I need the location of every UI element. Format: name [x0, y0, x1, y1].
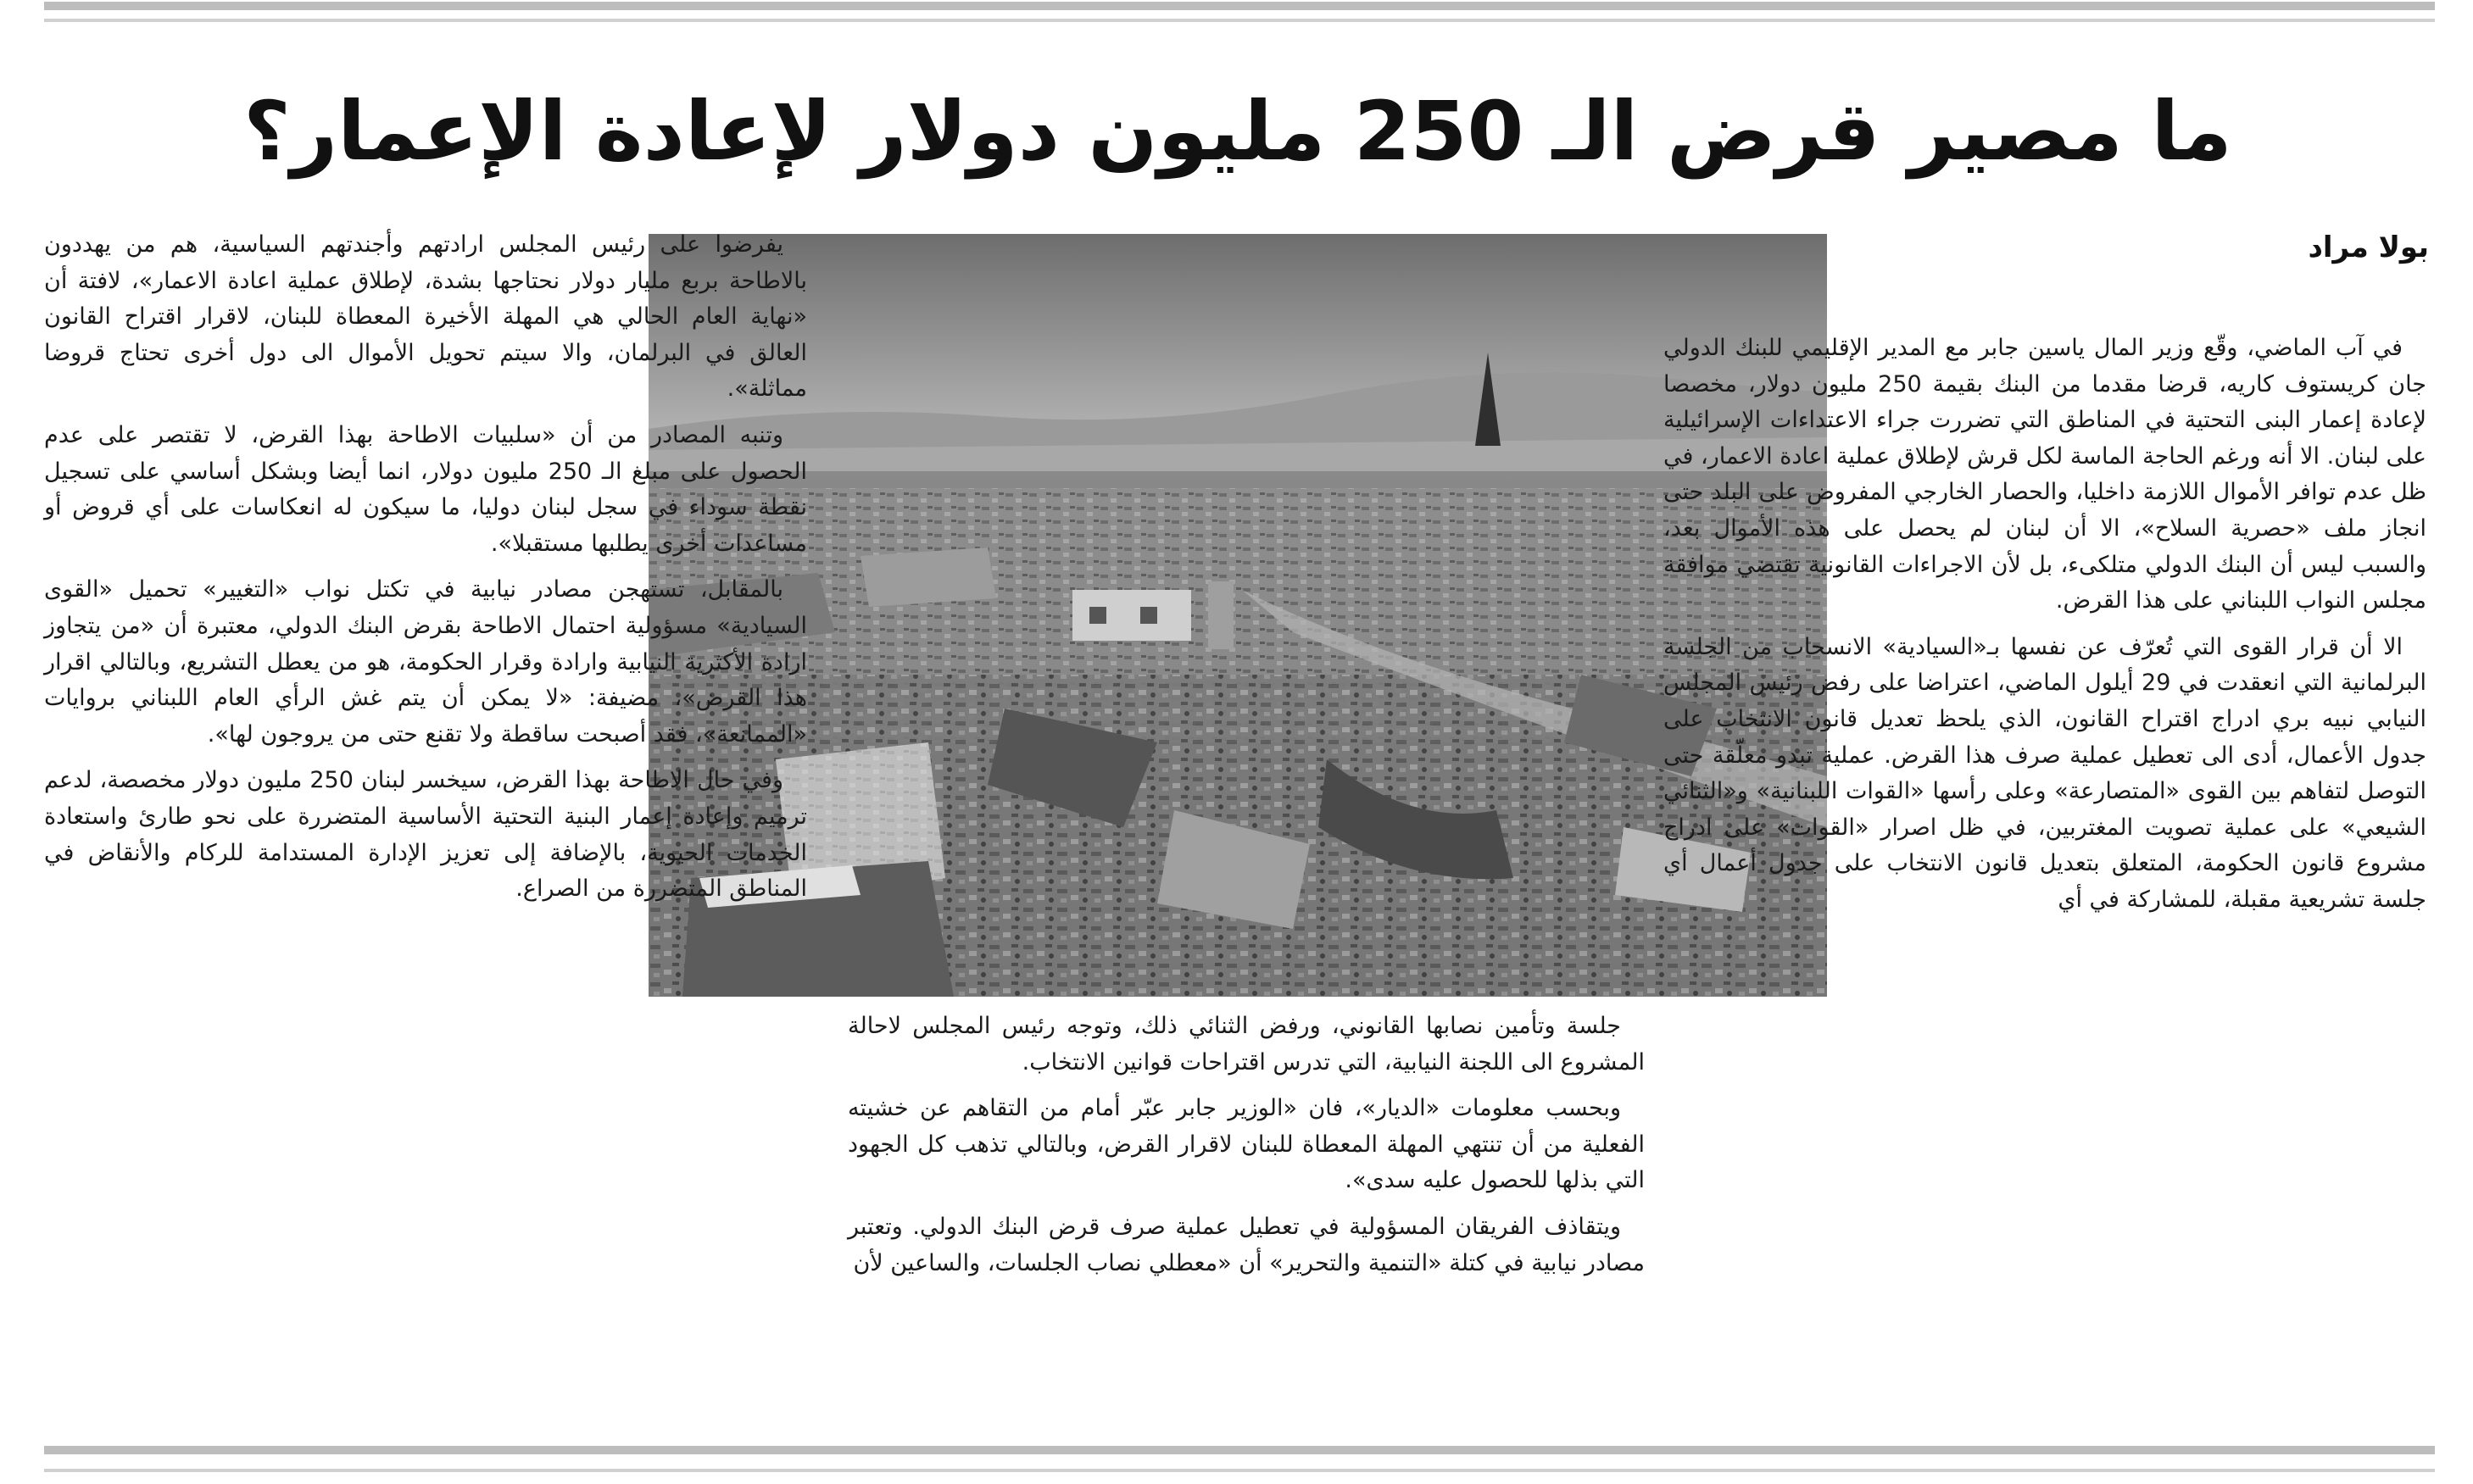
paragraph: وفي حال الاطاحة بهذا القرض، سيخسر لبنان 250 مليون دولار مخصصة، لدعم ترميم وإعادة إعمار البنية التحتية الأساسية المتضررة على نحو طارئ واستعادة الخدمات الحيوية، بالإضافة إلى تعزيز الإدارة المستدامة للركام والأنقاض في المناطق المتضررة من الصراع.	[44, 767, 807, 903]
column-left	[44, 227, 807, 918]
paragraph: يفرضوا على رئيس المجلس ارادتهم وأجندتهم السياسية، هم من يهددون بالاطاحة بربع مليار دولار نحتاجها بشدة، لإطلاق عملية اعادة الاعمار»، لافتة أن «نهاية العام الحالي هي المهلة الأخيرة المعطاة للبنان، لاقرار اقتراح القانون العالق في البرلمان، والا سيتم تحويل الأموال الى دول أخرى تحتاج قروضا مماثلة».	[44, 231, 807, 403]
headline: ما مصير قرض الـ 250 مليون دولار لإعادة الإعمار؟	[243, 84, 2232, 179]
paragraph: الا أن قرار القوى التي تُعرّف عن نفسها بـ«السيادية» الانسحاب من الجلسة البرلمانية التي انعقدت في 29 أيلول الماضي، اعتراضا على رفض رئيس المجلس النيابي نبيه بري ادراج اقتراح القانون، الذي يلحظ تعديل قانون الانتخاب على جدول الأعمال، أدى الى تعطيل عملية صرف هذا القرض. عملية تبدو معلّقة حتى التوصل لتفاهم بين القوى «المتصارعة» وعلى رأسها «القوات اللبنانية» و«الثنائي الشيعي» على عملية تصويت المغتربين، في ظل اصرار «القوات» على ادراج مشروع قانون الحكومة، المتعلق بتعديل قانون الانتخاب على جدول أعمال أي جلسة تشريعية مقبلة، للمشاركة في أي	[1663, 633, 2426, 913]
column-middle	[848, 1009, 1645, 1292]
bottom-rule	[44, 1446, 2435, 1454]
paragraph: وتنبه المصادر من أن «سلبيات الاطاحة بهذا القرض، لا تقتصر على عدم الحصول على مبلغ الـ 250 مليون دولار، انما أيضا وبشكل أساسي على تسجيل نقطة سوداء في سجل لبنان دوليا، ما سيكون له انعكاسات على أي قروض أو مساعدات أخرى يطلبها مستقبلا».	[44, 421, 807, 557]
column-right	[1663, 331, 2426, 929]
top-rule	[44, 2, 2435, 10]
paragraph: بالمقابل، تستهجن مصادر نيابية في تكتل نواب «التغيير» تحميل «القوى السيادية» مسؤولية احتمال الاطاحة بقرض البنك الدولي، معتبرة أن «من يتجاوز ارادة الأكثرية النيابية وارادة وقرار الحكومة، هو من يعطل التشريع، وبالتالي اقرار هذا القرض»، مضيفة: «لا يمكن أن يتم غش الرأي العام اللبناني بروايات «الممانعة»، فقد أصبحت ساقطة ولا تقنع حتى من يروجون لها».	[44, 576, 807, 748]
paragraph: جلسة وتأمين نصابها القانوني، ورفض الثنائي ذلك، وتوجه رئيس المجلس لاحالة المشروع الى اللجنة النيابية، التي تدرس اقتراحات قوانين الانتخاب.	[848, 1013, 1645, 1075]
article-photo	[649, 234, 1827, 997]
paragraph: وبحسب معلومات «الديار»، فان «الوزير جابر عبّر أمام من التقاهم عن خشيته الفعلية من أن تنتهي المهلة المعطاة للبنان لاقرار القرض، وبالتالي تذهب كل الجهود التي بذلها للحصول عليه سدى».	[848, 1095, 1645, 1194]
paragraph: في آب الماضي، وقّع وزير المال ياسين جابر مع المدير الإقليمي للبنك الدولي جان كريستوف كاريه، قرضا مقدما من البنك بقيمة 250 مليون دولار، مخصصا لإعادة إعمار البنى التحتية في المناطق التي تضررت جراء الاعتداءات الإسرائيلية على لبنان. الا أنه ورغم الحاجة الماسة لكل قرش لإطلاق عملية اعادة الاعمار، في ظل عدم توافر الأموال اللازمة داخليا، والحصار الخارجي المفروض على البلد حتى انجاز ملف «حصرية السلاح»، الا أن لبنان لم يحصل على هذه الأموال بعد، والسبب ليس أن البنك الدولي متلكىء، بل لأن الاجراءات القانونية تقتضي موافقة مجلس النواب اللبناني على هذا القرض.	[1663, 335, 2426, 614]
byline: بولا مراد	[2308, 231, 2429, 264]
rubble-landscape-image	[649, 234, 1827, 997]
bottom-rule-thin	[44, 1469, 2435, 1472]
paragraph: ويتقاذف الفريقان المسؤولية في تعطيل عملية صرف قرض البنك الدولي. وتعتبر مصادر نيابية في كتلة «التنمية والتحرير» أن «معطلي نصاب الجلسات، والساعين لأن	[848, 1213, 1645, 1276]
top-rule-thin	[44, 19, 2435, 22]
